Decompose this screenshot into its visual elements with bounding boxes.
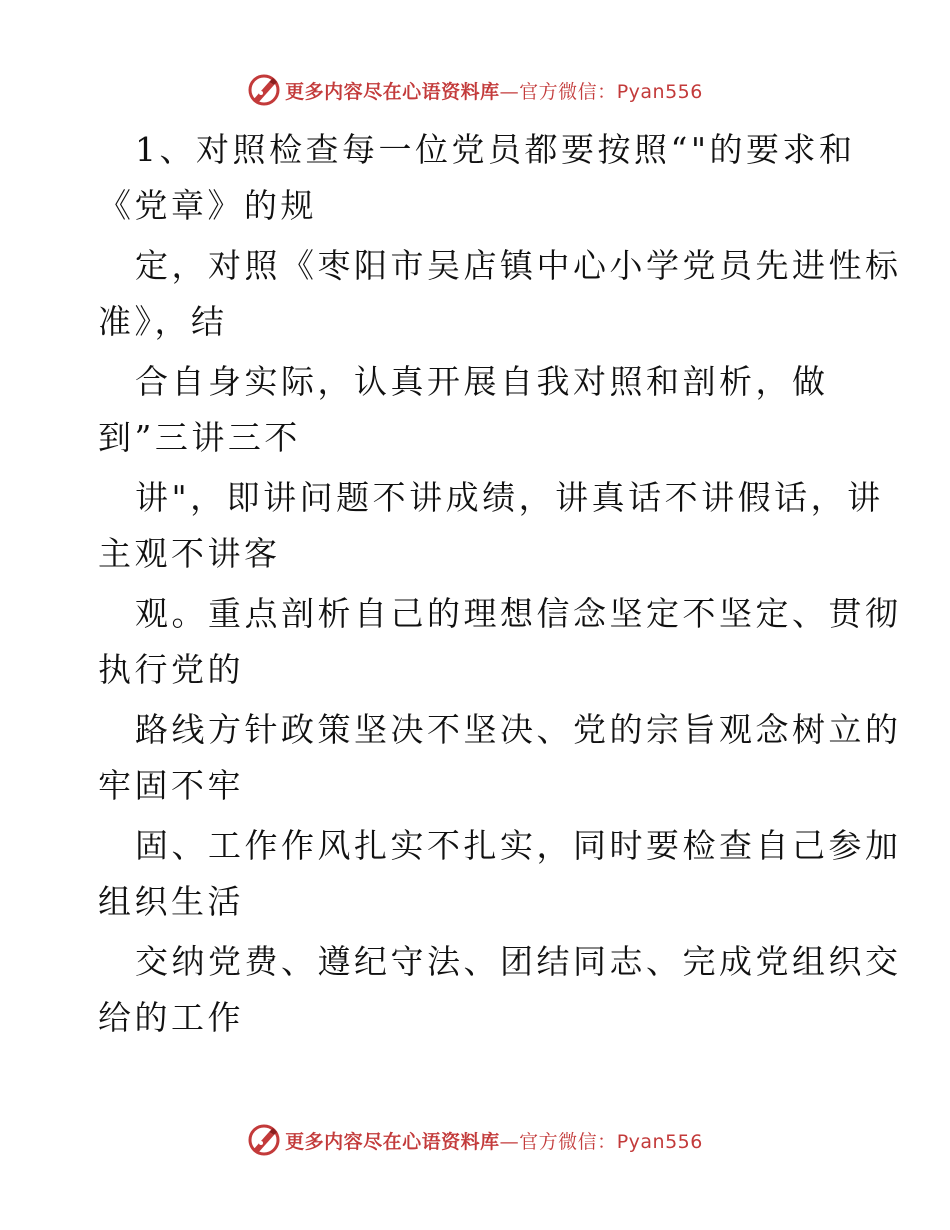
body-line: 准》，结: [98, 302, 228, 341]
body-line: 牢固不牢: [98, 766, 244, 805]
body-line: 组织生活: [98, 882, 244, 921]
banner-wechat-label: 官方微信：: [519, 1130, 617, 1153]
banner-text: [285, 1127, 703, 1154]
banner-text: [285, 77, 703, 104]
body-line: 交纳党费、遵纪守法、团结同志、完成党组织交: [135, 942, 902, 981]
body-line: 讲"，即讲问题不讲成绩，讲真话不讲假话，讲: [135, 478, 884, 517]
footer-banner: [0, 1120, 950, 1160]
body-line: 观。重点剖析自己的理想信念坚定不坚定、贯彻: [135, 594, 902, 633]
pen-logo-icon: [247, 1123, 281, 1157]
banner-wechat-label: 官方微信：: [519, 80, 617, 103]
body-line: 1、对照检查每一位党员都要按照“"的要求和: [135, 130, 856, 169]
pen-logo-icon: [247, 73, 281, 107]
banner-site-name: 更多内容尽在心语资料库: [285, 80, 500, 103]
body-line: 执行党的: [98, 650, 244, 689]
header-banner: [0, 70, 950, 110]
body-line: 固、工作作风扎实不扎实，同时要检查自己参加: [135, 826, 902, 865]
body-line: 到”三讲三不: [98, 418, 301, 457]
banner-dash: —: [499, 1130, 520, 1153]
banner-site-name: 更多内容尽在心语资料库: [285, 1130, 500, 1153]
body-line: 给的工作: [98, 998, 244, 1037]
banner-wechat-handle: Pyan556: [616, 1130, 703, 1153]
body-line: 合自身实际，认真开展自我对照和剖析，做: [135, 362, 829, 401]
banner-dash: —: [499, 80, 520, 103]
body-line: 定，对照《枣阳市吴店镇中心小学党员先进性标: [135, 246, 902, 285]
body-line: 《党章》的规: [98, 186, 317, 225]
body-line: 路线方针政策坚决不坚决、党的宗旨观念树立的: [135, 710, 902, 749]
body-line: 主观不讲客: [98, 534, 281, 573]
banner-wechat-handle: Pyan556: [616, 80, 703, 103]
